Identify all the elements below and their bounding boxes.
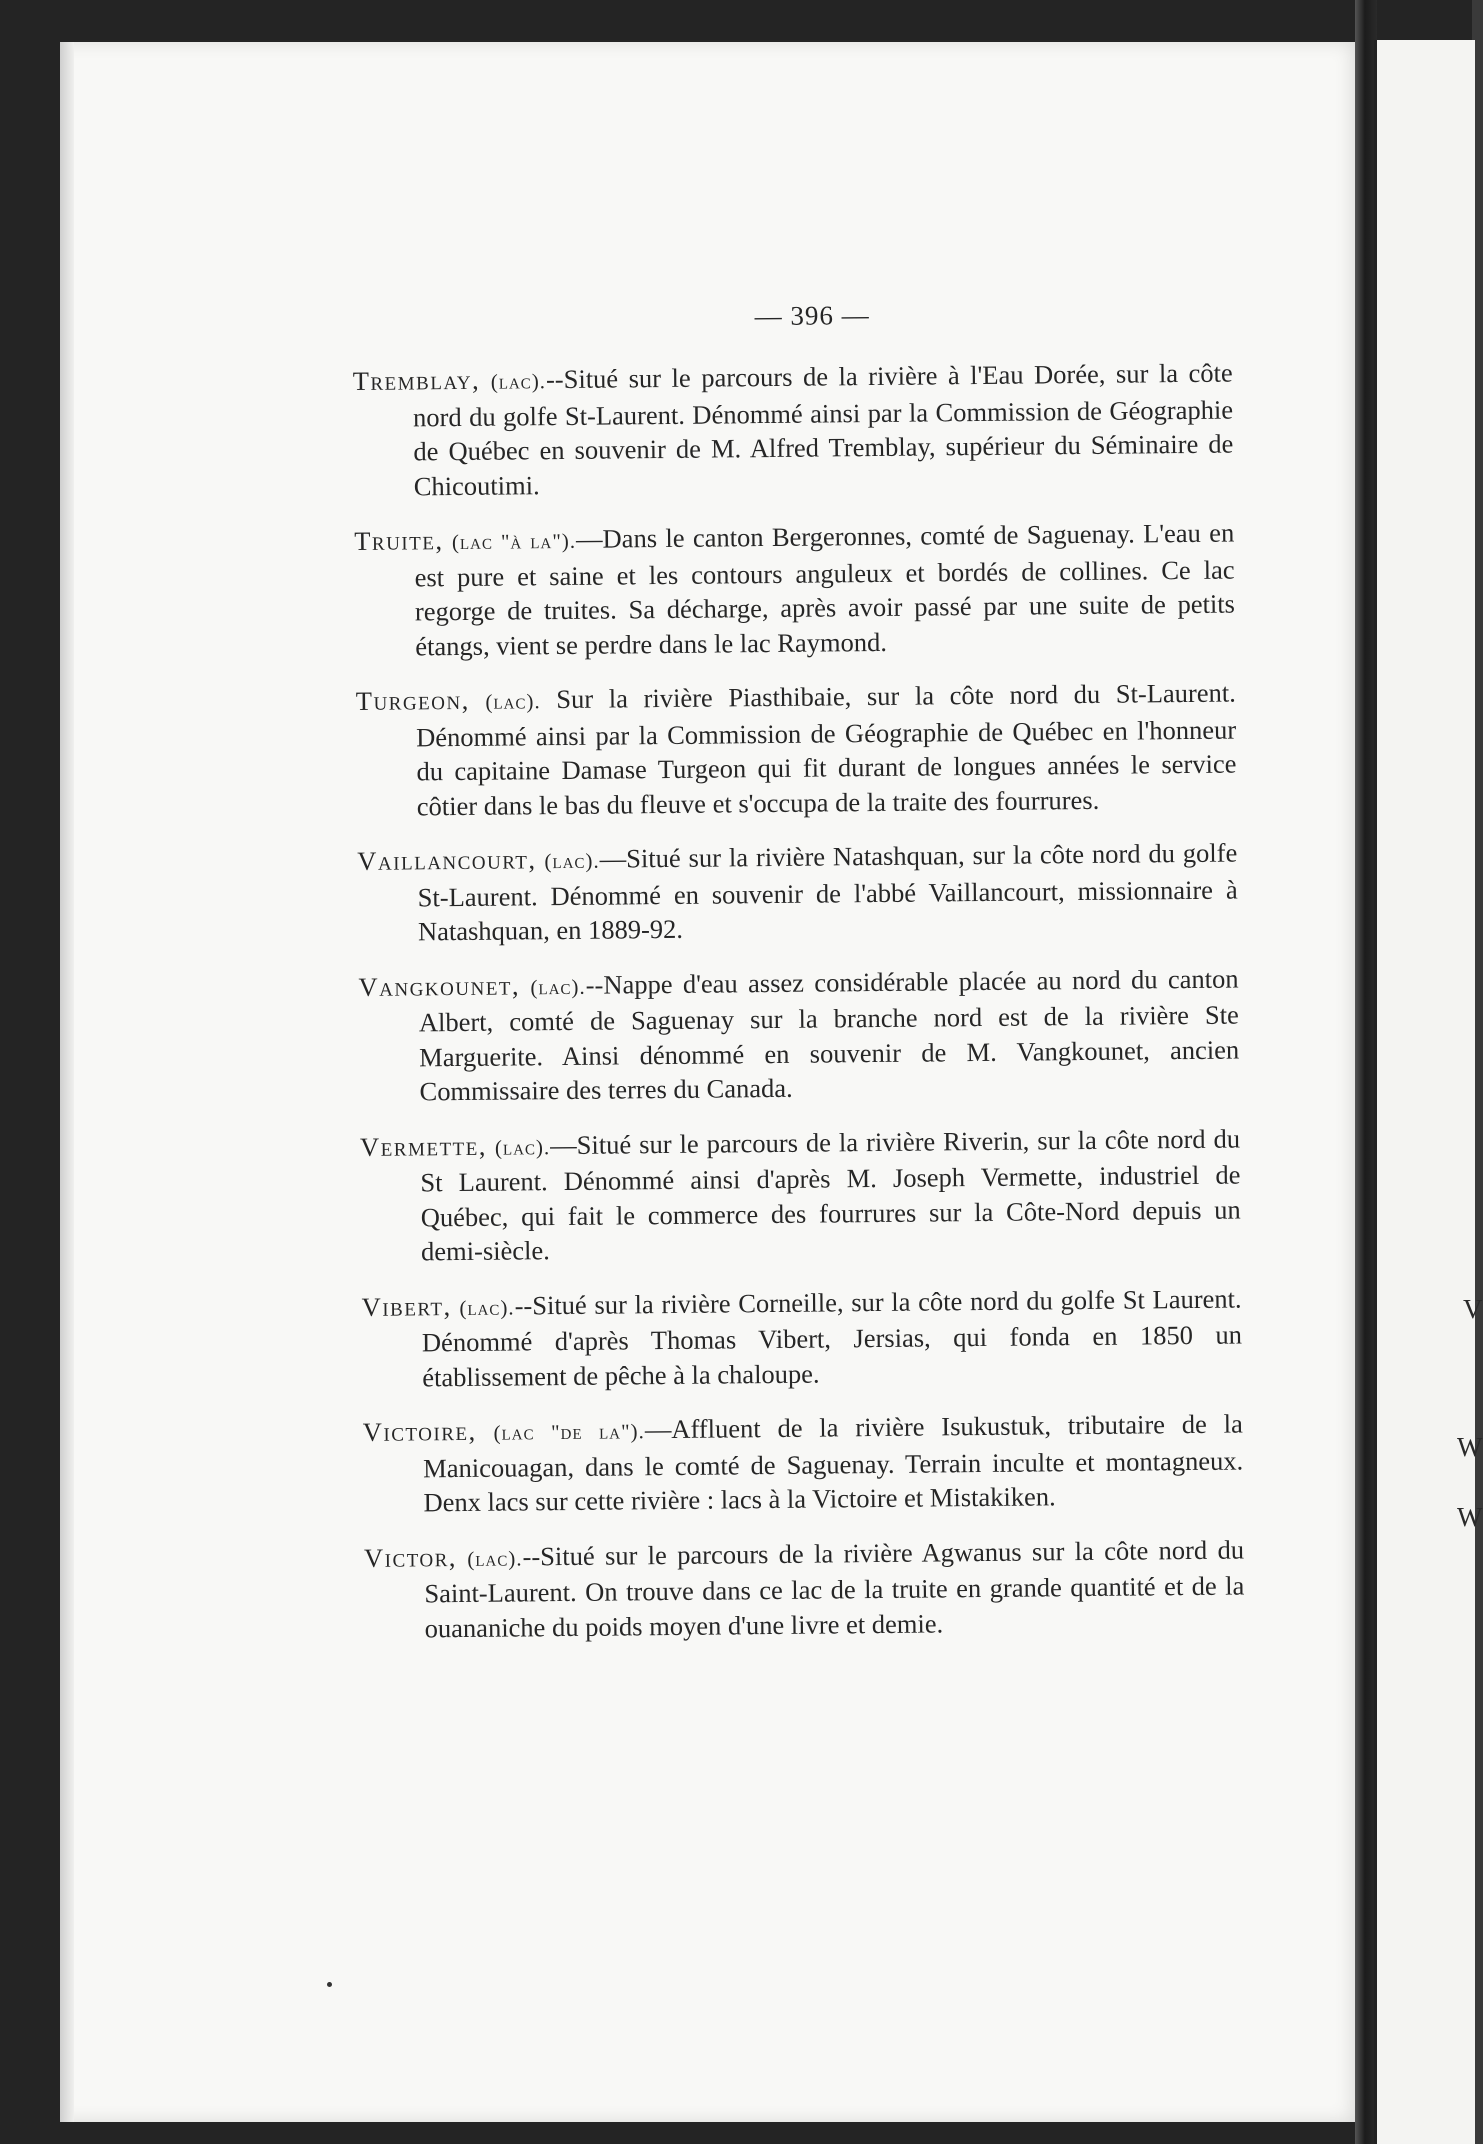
entry-qualifier: (lac).: [530, 974, 586, 999]
entry-qualifier: (lac).: [459, 1294, 515, 1320]
dictionary-entry: [360, 1121, 1241, 1269]
entry-qualifier: (lac).: [467, 1545, 523, 1571]
entry-headword: Truite,: [354, 525, 444, 556]
entry-text: --Situé sur la rivière Corneille, sur la côte nord du golfe St Laurent. Dénommé d'après Thomas Vibert, Jersias, qui fonda en 1850 un établissement de pêche à la chaloupe.: [421, 1283, 1243, 1392]
right-page-letter: V: [1463, 1294, 1483, 1324]
entry-text: --Situé sur le parcours de la rivière Agwanus sur la côte nord du Saint-Laurent. On trouve dans ce lac de la truite en grande quantité et de la ouananiche du poids moyen d'une livre et demie.: [424, 1533, 1245, 1643]
right-page: [1374, 40, 1483, 2144]
right-page-letter: W: [1457, 1432, 1483, 1462]
dictionary-entry: [353, 356, 1234, 504]
dictionary-entry: [357, 836, 1238, 950]
dictionary-entry: [364, 1532, 1245, 1646]
margin-dot: [327, 1982, 332, 1987]
entry-text: —Affluent de la rivière Isukustuk, tributaire de la Manicouagan, dans le comté de Saguenay. Terrain inculte et montagneux. Denx lacs sur cette rivière : lacs à la Victoire et Mistakiken.: [423, 1408, 1244, 1518]
entry-text: --Situé sur le parcours de la rivière à l'Eau Dorée, sur la côte nord du golfe St-Laurent. Dénommé ainsi par la Commission de Géographie de Québec en souvenir de M. Alfred Tremblay, supérieur du Séminaire de Chicoutimi.: [412, 357, 1234, 501]
dictionary-entry: [361, 1281, 1242, 1395]
entry-text: —Dans le canton Bergeronnes, comté de Saguenay. L'eau en est pure et saine et les contours anguleux et bordés de collines. Ce lac regorge de truites. Sa décharge, après avoir passé par une suite de petits étangs, vient se perdre dans le lac Raymond.: [414, 517, 1236, 661]
page-number: — 396 —: [754, 300, 870, 332]
entry-headword: Vibert,: [361, 1290, 452, 1322]
entry-text: —Situé sur le parcours de la rivière Riverin, sur la côte nord du St Laurent. Dénommé ainsi d'après M. Joseph Vermette, industriel de Québec, qui fait le commerce des fourrures sur la Côte-Nord depuis un demi-siècle.: [420, 1123, 1241, 1267]
entry-headword: Victoire,: [362, 1415, 477, 1447]
entry-qualifier: (lac).: [490, 369, 547, 394]
dictionary-entry: [356, 676, 1237, 824]
entry-qualifier: (lac "de la").: [493, 1419, 645, 1445]
dictionary-entry: [363, 1407, 1244, 1521]
entry-qualifier: (lac "à la").: [451, 528, 577, 555]
entry-headword: Tremblay,: [352, 364, 481, 396]
entry-text: --Nappe d'eau assez considérable placée au nord du canton Albert, comté de Saguenay sur la branche nord est de la rivière Ste Marguerite. Ainsi dénommé en souvenir de M. Vangkounet, ancien Commissaire des terres du Canada.: [418, 963, 1240, 1107]
dictionary-entry: [358, 961, 1239, 1109]
entry-headword: Vaillancourt,: [357, 844, 537, 876]
entry-qualifier: (lac).: [494, 1134, 551, 1160]
entry-qualifier: (lac).: [485, 689, 541, 714]
text-column: [352, 297, 1245, 1666]
entry-headword: Vangkounet,: [358, 969, 521, 1002]
entry-qualifier: (lac).: [544, 848, 600, 874]
entry-text: —Situé sur la rivière Natashquan, sur la côte nord du golfe St-Laurent. Dénommé en souvenir de l'abbé Vaillancourt, missionnaire à Natashquan, en 1889-92.: [417, 837, 1238, 947]
dictionary-entry: [354, 516, 1235, 664]
entry-headword: Turgeon,: [355, 684, 470, 716]
entry-headword: Victor,: [363, 1541, 458, 1573]
entry-headword: Vermette,: [359, 1130, 488, 1162]
right-page-letter: W: [1457, 1502, 1483, 1532]
entry-text: Sur la rivière Piasthibaie, sur la côte nord du St-Laurent. Dénommé ainsi par la Commission de Géographie de Québec en l'honneur du capitaine Damase Turgeon qui fit durant de longues années le service côtier dans le bas du fleuve et s'occupa de la traite des fourrures.: [416, 677, 1237, 821]
